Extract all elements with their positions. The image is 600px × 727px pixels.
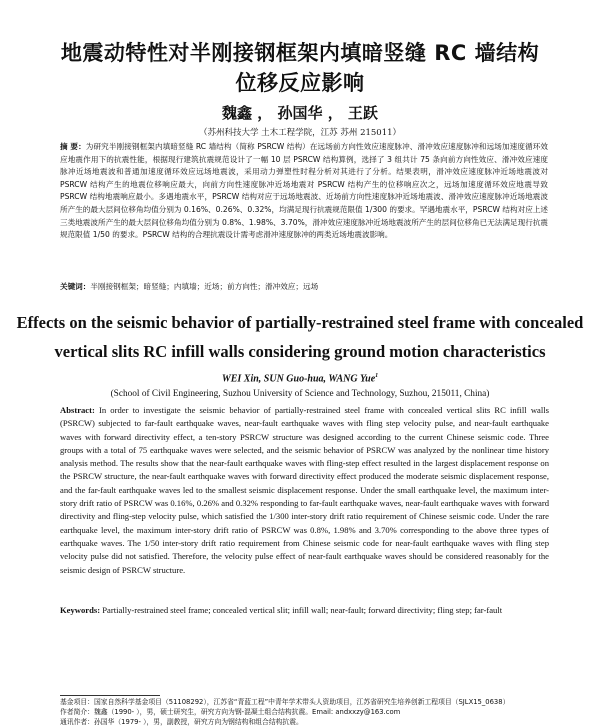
chinese-keywords-label: 关键词：: [60, 282, 91, 291]
english-keywords-label: Keywords:: [60, 605, 101, 615]
chinese-keywords: [60, 281, 548, 294]
footnote-contact: 通讯作者：孙国华（1979- ），男，副教授，研究方向为钢结构和组合结构抗震。: [60, 718, 303, 726]
chinese-abstract-label: 摘 要：: [60, 142, 86, 151]
english-authors-sup: 1: [375, 373, 379, 379]
english-title-line1: Effects on the seismic behavior of partially-restrained steel frame with concealed: [16, 313, 584, 332]
footnote-funding: 基金项目：国家自然科学基金项目（51108292），江苏省“青蓝工程”中青年学术带头人资助项目，江苏省研究生培养创新工程项目（SJLX15_0638）: [60, 698, 510, 706]
english-abstract-label: Abstract:: [60, 405, 95, 415]
english-keywords: [60, 604, 549, 617]
chinese-authors: 魏鑫 ， 孙国华 ， 王跃: [222, 104, 378, 122]
chinese-affiliation: （苏州科技大学 土木工程学院，江苏 苏州 215011）: [198, 128, 402, 138]
english-affiliation: (School of Civil Engineering, Suzhou University of Science and Technology, Suzhou, 215011, China): [110, 389, 490, 399]
footnote-divider: [60, 695, 160, 696]
english-keywords-text: Partially-restrained steel frame; concealed vertical slit; infill wall; near-fault; forward directivity; fling step; far-fault: [102, 605, 503, 615]
chinese-abstract-text: 为研究半刚接钢框架内填暗竖缝 RC 墙结构（简称 PSRCW 结构）在远场前方向性效应速度脉冲、滑冲效应速度脉冲和远场加速度循环效应地震作用下的抗震性能，根据现行建筑抗震规范设计了一幅 10 层 PSRCW 结构算例，选择了 3 组共计 75 条向前方向性效应、滑冲效应速度脉冲近场地震波和普通加速度循环效应远场地震波，采用动力弹塑性时程分析对其进行了分析。结果表明，滑冲效应速度脉冲近场地震波对 PSRCW 结构产生的地震位移响应最大，向前方向性速度脉冲近场地震对 PSRCW 结构产生的位移响应次之，远场加速度循环效应地震导致 PSRCW 结构地震响应最小。多遇地震水平，PSRCW 结构对应于远场地震波、近场前方向性速度脉冲近场地震波、滑冲效应速度脉冲近场地震波所产生的最大层间位移角均值分别为 0.16%、0.26%、0.32%，均满足现行抗震规范限值 1/300 的要求。罕遇地震水平，PSRCW 结构对应上述三类地震波所产生的最大层间位移角均值分别为 0.8%、1.98%、3.70%，滑冲效应速度脉冲近场地震波所产生的层间位移角已无法满足现行抗震规范限值 1/50 的要求。PSRCW 结构的合理抗震设计需考虑滑冲速度脉冲的两类近场地震波影响。: [60, 142, 548, 240]
chinese-abstract: [60, 141, 548, 242]
chinese-keywords-text: 半刚接钢框架；暗竖缝；内填墙；近场；前方向性；滑冲效应；远场: [90, 282, 319, 291]
english-abstract: [60, 404, 549, 577]
chinese-title-line2: 位移反应影响: [235, 71, 365, 95]
english-authors: [0, 373, 600, 384]
english-title-line2: vertical slits RC infill walls considering ground motion characteristics: [54, 342, 546, 361]
chinese-title-line1: 地震动特性对半刚接钢框架内填暗竖缝 RC 墙结构: [60, 41, 540, 65]
english-authors-names: WEI Xin, SUN Guo-hua, WANG Yue: [221, 373, 376, 385]
footnote-author-info: 作者简介：魏鑫（1990- ），男，硕士研究生，研究方向为钢-混凝土组合结构抗震。Email: andxxzy@163.com: [60, 708, 401, 716]
english-abstract-text: In order to investigate the seismic behavior of partially-restrained steel frame with concealed vertical slits RC infill walls (PSRCW) subjected to far-fault earthquake waves, near-fault earthquake waves with fling step velocity pulse, and near-fault earthquake waves with forward directivity effect, a ten-story PSRCW structure was designed according to the current Chinese seismic code. Three groups with a total of 75 earthquake waves were selected, and the seismic behavior of PSRCW was analyzed by the nonlinear time history analysis method. The results show that the near-fault earthquake waves with fling-step effect resulted in the largest displacement response on the PSRCW structure, the near-fault earthquake waves with forward directivity effect produced the moderate seismic displacement response, and the far-fault earthquake waves led to the smallest seismic displacement response. Under the small earthquake level, the maximum inter-story drift ratio of PSRCW was 0.16%, 0.26% and 0.32% responding to far-fault earthquake waves, near-fault earthquake waves with forward directivity and fling-step velocity pulse, which satisfied the 1/300 inter-story drift ratio requirement of Chinese seismic code. Under the rare earthquake level, the maximum inter-story drift ratio of PSRCW was 0.8%, 1.98% and 3.70% corresponding to the above three types of earthquake waves. The 1/50 inter-story drift ratio requirement from Chinese seismic code for near-fault earthquake waves with fling step velocity pulse did not satisfied. Therefore, the velocity pulse effect of near-fault earthquake waves should be considered reasonably for the seismic design of PSRCW structure.: [60, 405, 549, 575]
